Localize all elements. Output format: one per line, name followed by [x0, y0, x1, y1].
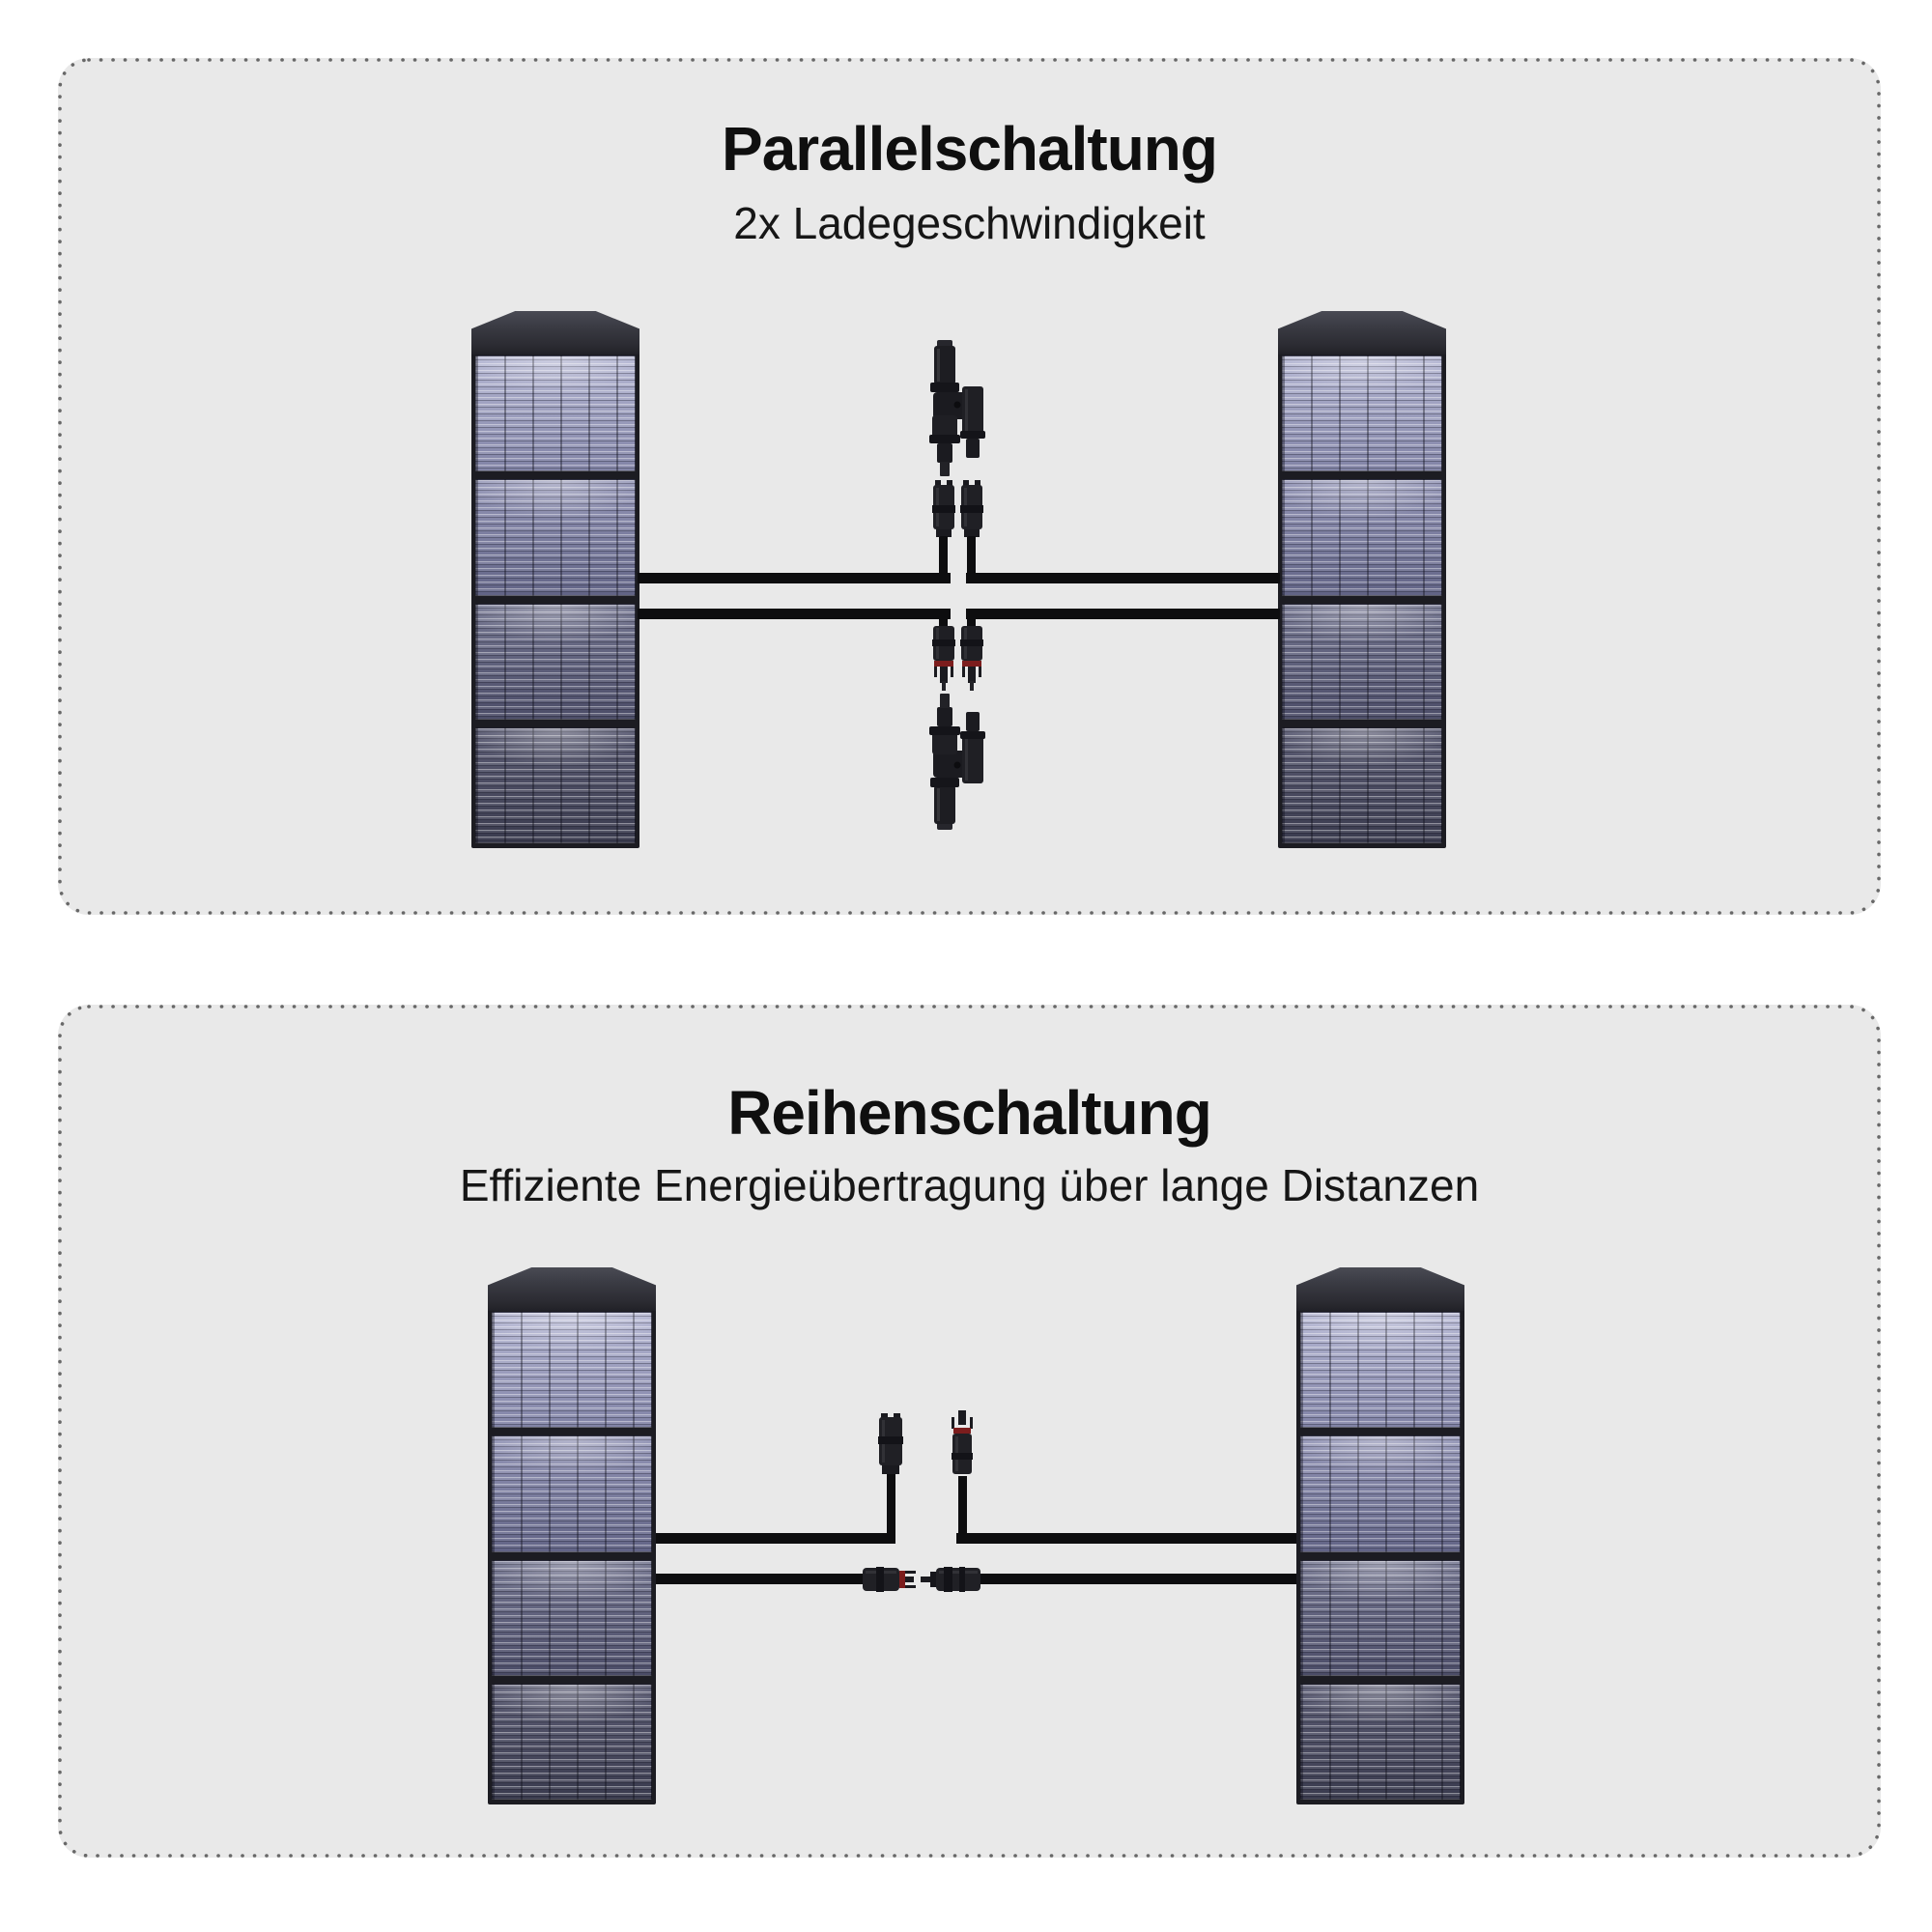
mc4-male-connector-icon	[921, 1565, 980, 1594]
panel-segment	[492, 1435, 652, 1551]
parallel-title: Parallelschaltung	[722, 114, 1217, 184]
mc4-female-connector-icon	[877, 1413, 904, 1482]
panel-segment	[1282, 727, 1442, 843]
cable-lower-right	[966, 609, 1280, 619]
section-parallel-connection	[58, 58, 1881, 915]
panel-segment	[475, 479, 636, 595]
section-series-connection	[58, 1005, 1881, 1858]
panel-segment	[475, 604, 636, 720]
panel-segment	[1300, 1435, 1461, 1551]
panel-segment	[492, 1684, 652, 1800]
panel-segment	[1282, 355, 1442, 471]
parallel-subtitle: 2x Ladegeschwindigkeit	[733, 198, 1206, 248]
mc4-male-pair-red-icon	[927, 626, 987, 691]
series-subtitle: Effiziente Energieübertragung über lange Distanzen	[459, 1160, 1480, 1210]
mc4-coupler-pair-icon	[927, 480, 987, 582]
cable-lower-left	[656, 1574, 867, 1584]
cable-lower-right	[978, 1574, 1296, 1584]
cable-upper-right	[956, 1533, 1296, 1544]
solar-panel-left	[471, 311, 639, 848]
panel-cap	[488, 1267, 656, 1312]
panel-cap	[1296, 1267, 1464, 1312]
cable-upper-left	[656, 1533, 895, 1544]
cable-stub-up-right	[958, 1476, 967, 1544]
panel-body	[1296, 1311, 1464, 1804]
panel-segment	[1300, 1560, 1461, 1676]
panel-body	[488, 1311, 656, 1804]
panel-segment	[1300, 1684, 1461, 1800]
panel-body	[1278, 355, 1446, 848]
panel-segment	[492, 1560, 652, 1676]
mc4-y-branch-connector-icon	[927, 694, 987, 830]
panel-segment	[1300, 1312, 1461, 1428]
mc4-y-branch-connector-icon	[927, 340, 987, 476]
mc4-male-connector-icon	[949, 1410, 976, 1480]
panel-segment	[1282, 604, 1442, 720]
panel-segment	[475, 727, 636, 843]
panel-segment	[475, 355, 636, 471]
cable-lower-left	[638, 609, 951, 619]
panel-cap	[471, 311, 639, 355]
solar-panel-right	[1278, 311, 1446, 848]
panel-body	[471, 355, 639, 848]
series-title: Reihenschaltung	[727, 1078, 1211, 1148]
panel-segment	[1282, 479, 1442, 595]
panel-segment	[492, 1312, 652, 1428]
cable-upper-right	[966, 573, 1280, 583]
solar-panel-right	[1296, 1267, 1464, 1804]
cable-stub-up-left	[887, 1472, 895, 1544]
cable-upper-left	[638, 573, 951, 583]
solar-panel-left	[488, 1267, 656, 1804]
mc4-female-connector-icon	[863, 1565, 919, 1594]
panel-cap	[1278, 311, 1446, 355]
